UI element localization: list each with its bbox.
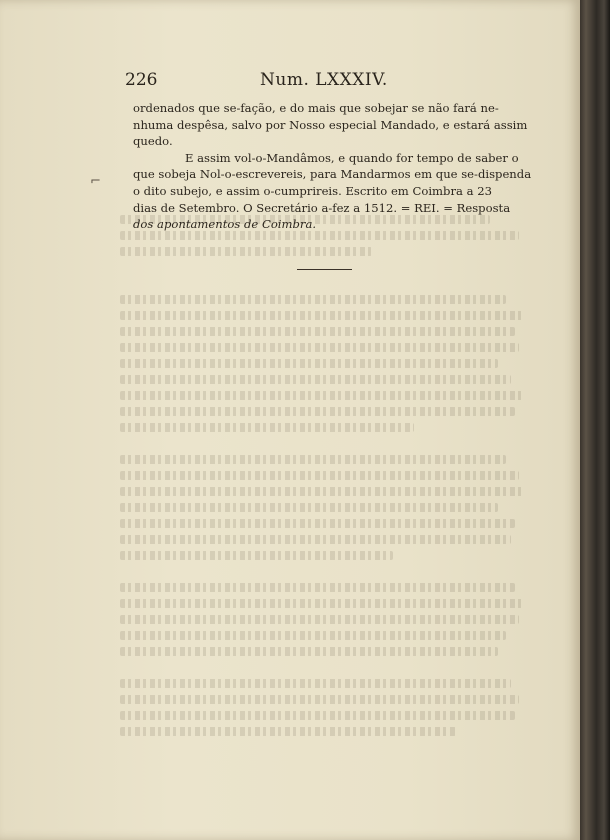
text-line: E assim vol-o-Mandâmos, e quando for tempo de saber o: [185, 150, 519, 165]
text-line: ordenados que se-fação, e do mais que sobejar se não fará ne-: [133, 101, 499, 115]
text-line: que sobeja Nol-o-escrevereis, para Mandarmos em que se-dispenda: [133, 167, 532, 182]
text-line: quedo.: [133, 134, 173, 149]
text-line: nhuma despêsa, salvo por Nosso especial Mandado, e estará assim: [133, 117, 528, 132]
section-divider: [297, 269, 352, 270]
margin-mark: ⌐: [90, 174, 101, 189]
show-through-text: [120, 215, 540, 735]
text-line: dias de Setembro. O Secretário a-fez a 1512. = REI. = Resposta: [133, 200, 511, 215]
text-line-italic: dos apontamentos de Coimbra.: [133, 217, 317, 232]
text-line: o dito subejo, e assim o-cumprireis. Escrito em Coimbra a 23: [133, 183, 492, 198]
body-text: [133, 100, 532, 233]
page-header: [125, 70, 520, 92]
book-gutter: [580, 0, 610, 840]
running-head: Num. LXXXIV.: [260, 70, 388, 90]
page-number: 226: [125, 70, 158, 90]
